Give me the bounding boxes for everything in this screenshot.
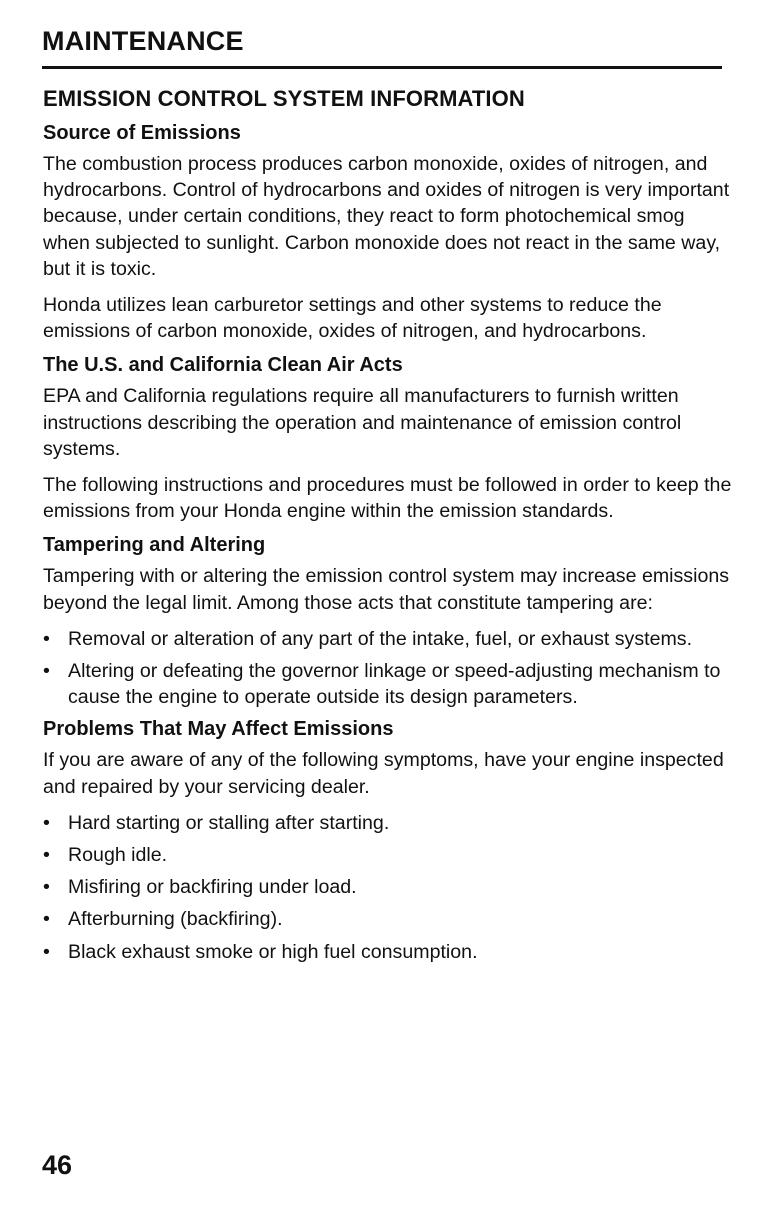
tampering-paragraph: Tampering with or altering the emission control system may increase emissions beyond the legal limit. Among those acts that constitute tampering are: — [43, 565, 730, 614]
header-rule — [42, 66, 722, 69]
source-paragraph-1: The combustion process produces carbon monoxide, oxides of nitrogen, and hydrocarbons. Control of hydrocarbons and oxides of nitrogen is very important because, under certain conditions, they react to form photochemical smog when subjected to sunlight. Carbon monoxide does not react in the same way, but it is toxic. — [43, 153, 730, 280]
page-header-title: MAINTENANCE — [42, 26, 244, 56]
problems-paragraph: If you are aware of any of the following symptoms, have your engine inspected and repaired by your servicing dealer. — [43, 749, 724, 798]
list-item: • Afterburning (backfiring). — [43, 906, 733, 932]
problems-heading: Problems That May Affect Emissions — [43, 718, 394, 741]
list-item: • Altering or defeating the governor linkage or speed-adjusting mechanism to cause the engine to operate outside its design parameters. — [43, 658, 733, 710]
tampering-list — [43, 626, 733, 711]
list-item: • Rough idle. — [43, 842, 733, 868]
page-number: 46 — [42, 1150, 73, 1180]
list-item: • Black exhaust smoke or high fuel consumption. — [43, 939, 733, 965]
source-heading: Source of Emissions — [43, 122, 241, 144]
clean-air-heading: The U.S. and California Clean Air Acts — [43, 354, 403, 377]
list-item: • Hard starting or stalling after starting. — [43, 810, 733, 836]
clean-air-paragraph-1: EPA and California regulations require all manufacturers to furnish written instructions describing the operation and maintenance of emission control systems. — [43, 385, 682, 460]
list-item: • Misfiring or backfiring under load. — [43, 874, 733, 900]
section-title: EMISSION CONTROL SYSTEM INFORMATION — [43, 86, 525, 111]
source-paragraph-2: Honda utilizes lean carburetor settings and other systems to reduce the emissions of carbon monoxide, oxides of nitrogen, and hydrocarbons. — [43, 294, 662, 343]
tampering-heading: Tampering and Altering — [43, 534, 266, 557]
list-item: • Removal or alteration of any part of the intake, fuel, or exhaust systems. — [43, 626, 733, 652]
problems-list — [43, 810, 733, 965]
clean-air-paragraph-2: The following instructions and procedures must be followed in order to keep the emissions from your Honda engine within the emission standards. — [43, 474, 732, 523]
page-content — [43, 86, 733, 973]
